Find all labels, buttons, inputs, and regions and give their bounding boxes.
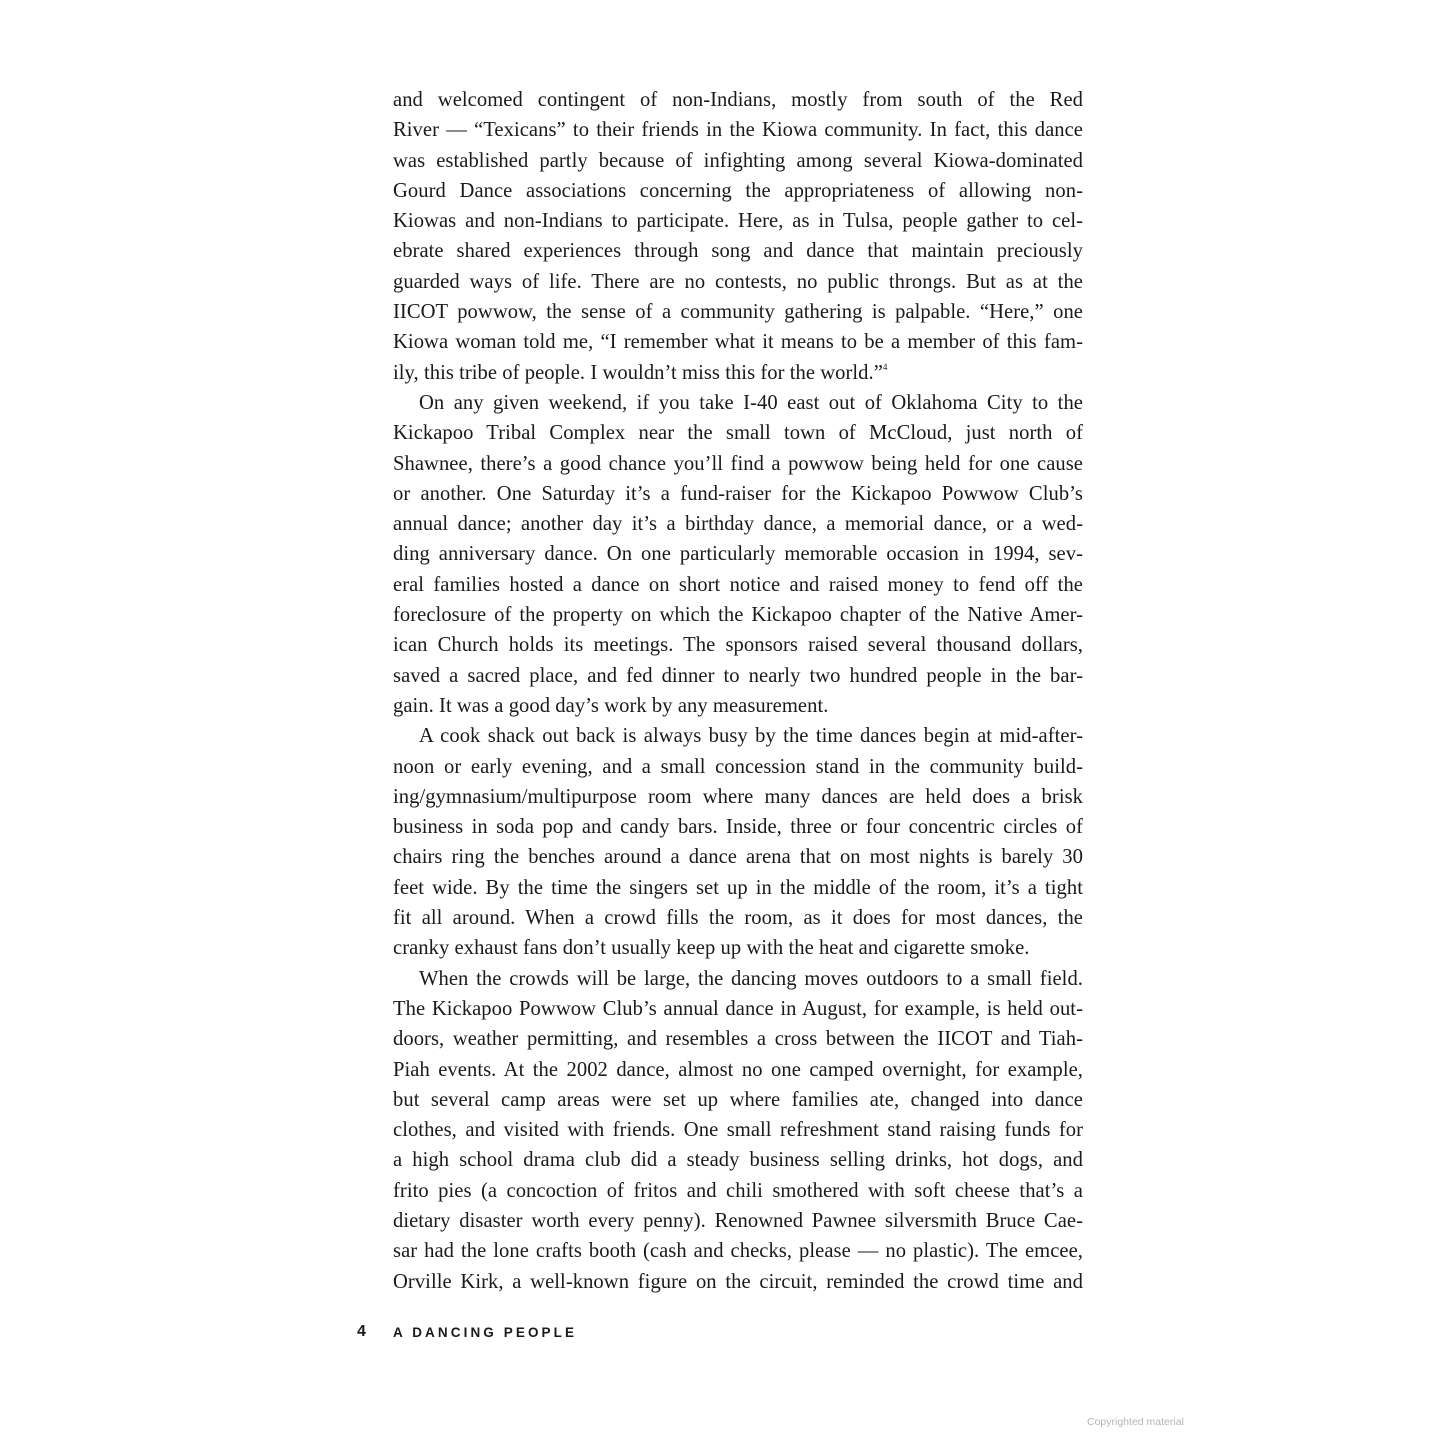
text-line: On any given weekend, if you take I-40 east out of Oklahoma City to the	[419, 391, 1083, 414]
text-line: ebrate shared experiences through song and dance that maintain preciously	[393, 240, 1083, 263]
text-line: or another. One Saturday it’s a fund-raiser for the Kickapoo Powwow Club’s	[393, 482, 1083, 505]
text-line: saved a sacred place, and fed dinner to nearly two hundred people in the bar-	[393, 664, 1083, 687]
text-line: The Kickapoo Powwow Club’s annual dance in August, for example, is held out-	[393, 997, 1083, 1020]
text-line: noon or early evening, and a small concession stand in the community build-	[393, 755, 1083, 778]
text-line: foreclosure of the property on which the Kickapoo chapter of the Native Amer-	[393, 604, 1083, 627]
text-line: dietary disaster worth every penny). Renowned Pawnee silversmith Bruce Cae-	[393, 1209, 1083, 1232]
text-line: A cook shack out back is always busy by the time dances begin at mid-after-	[419, 725, 1083, 748]
text-line: doors, weather permitting, and resembles a cross between the IICOT and Tiah-	[393, 1028, 1083, 1051]
page-body	[393, 85, 1083, 1297]
text-line: gain. It was a good day’s work by any measurement.	[393, 694, 829, 717]
text-line: Kiowas and non-Indians to participate. Here, as in Tulsa, people gather to cel-	[393, 210, 1083, 233]
copyright-watermark: Copyrighted material	[1087, 1416, 1184, 1428]
text-line: Orville Kirk, a well-known figure on the circuit, reminded the crowd time and	[393, 1270, 1083, 1293]
text-line: was established partly because of infighting among several Kiowa-dominated	[393, 149, 1083, 172]
text-line: eral families hosted a dance on short notice and raised money to fend off the	[393, 573, 1083, 596]
text-line: ing/gymnasium/multipurpose room where many dances are held does a brisk	[393, 785, 1083, 808]
text-line: ican Church holds its meetings. The sponsors raised several thousand dollars,	[393, 634, 1083, 657]
paragraph-1	[393, 85, 1083, 388]
text-line: feet wide. By the time the singers set up in the middle of the room, it’s a tight	[393, 876, 1083, 899]
text-line: but several camp areas were set up where families ate, changed into dance	[393, 1088, 1083, 1111]
text-line: IICOT powwow, the sense of a community gathering is palpable. “Here,” one	[393, 301, 1083, 324]
text-line: Piah events. At the 2002 dance, almost no one camped overnight, for example,	[393, 1058, 1083, 1081]
text-line: Gourd Dance associations concerning the appropriateness of allowing non-	[393, 179, 1083, 202]
text-line: a high school drama club did a steady business selling drinks, hot dogs, and	[393, 1149, 1083, 1172]
text-line: ily, this tribe of people. I wouldn’t miss this for the world.”	[393, 361, 883, 384]
text-line: cranky exhaust fans don’t usually keep up with the heat and cigarette smoke.	[393, 937, 1030, 960]
text-line: When the crowds will be large, the dancing moves outdoors to a small field.	[419, 967, 1083, 990]
text-line: Kickapoo Tribal Complex near the small town of McCloud, just north of	[393, 422, 1083, 445]
text-line: guarded ways of life. There are no contests, no public throngs. But as at the	[393, 270, 1083, 293]
text-line: fit all around. When a crowd fills the room, as it does for most dances, the	[393, 907, 1083, 930]
text-line: River — “Texicans” to their friends in the Kiowa community. In fact, this dance	[393, 119, 1083, 142]
page-number: 4	[357, 1323, 366, 1340]
text-line: sar had the lone crafts booth (cash and checks, please — no plastic). The emcee,	[393, 1240, 1083, 1263]
text-line: and welcomed contingent of non-Indians, mostly from south of the Red	[393, 89, 1083, 111]
text-line-with-footnote	[393, 358, 1083, 388]
text-line: annual dance; another day it’s a birthday dance, a memorial dance, or a wed-	[393, 513, 1083, 536]
paragraph-3	[393, 721, 1083, 963]
text-line: frito pies (a concoction of fritos and chili smothered with soft cheese that’s a	[393, 1179, 1083, 1202]
text-line: clothes, and visited with friends. One small refreshment stand raising funds for	[393, 1119, 1083, 1142]
text-line: Shawnee, there’s a good chance you’ll find a powwow being held for one cause	[393, 452, 1083, 475]
footnote-ref[interactable]: 4	[882, 361, 888, 372]
running-footer	[357, 1322, 577, 1342]
paragraph-4	[393, 964, 1083, 1297]
running-title: A DANCING PEOPLE	[393, 1324, 578, 1340]
paragraph-2	[393, 388, 1083, 721]
text-line: ding anniversary dance. On one particularly memorable occasion in 1994, sev-	[393, 543, 1083, 566]
text-line: Kiowa woman told me, “I remember what it means to be a member of this fam-	[393, 331, 1083, 354]
text-line: chairs ring the benches around a dance arena that on most nights is barely 30	[393, 846, 1083, 869]
text-line: business in soda pop and candy bars. Inside, three or four concentric circles of	[393, 816, 1083, 839]
